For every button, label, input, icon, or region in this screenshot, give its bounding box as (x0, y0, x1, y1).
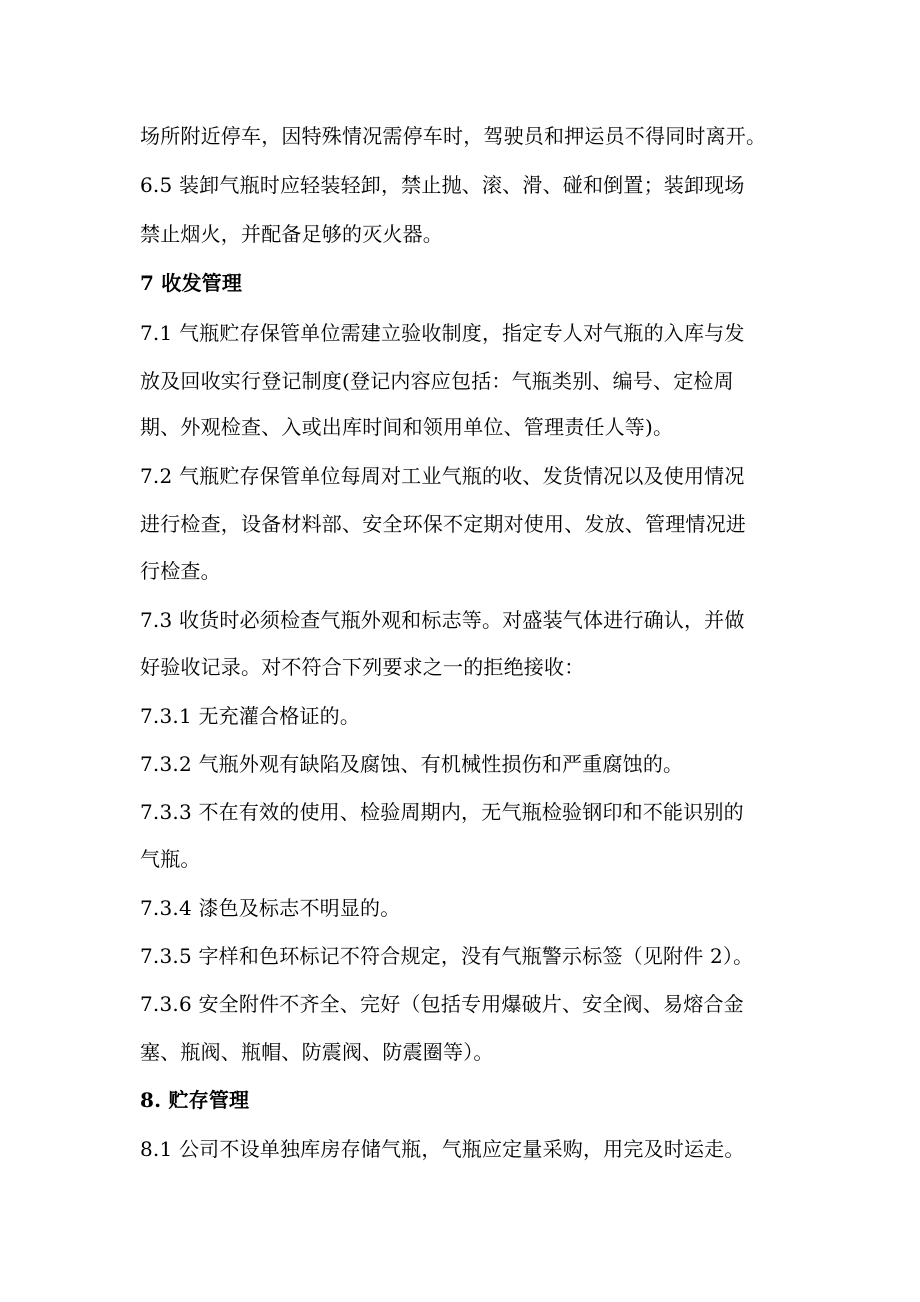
text-line: 放及回收实行登记制度(登记内容应包括：气瓶类别、编号、定检周 (140, 369, 734, 393)
text-line: 7.3.1 无充灌合格证的。 (140, 704, 361, 728)
text-line: 7.3.3 不在有效的使用、检验周期内，无气瓶检验钢印和不能识别的 (140, 800, 744, 824)
text-line: 禁止烟火，并配备足够的灭火器。 (140, 222, 443, 246)
text-line: 7.3 收货时必须检查气瓶外观和标志等。对盛装气体进行确认，并做 (140, 608, 745, 632)
text-line: 8.1 公司不设单独库房存储气瓶，气瓶应定量采购，用完及时运走。 (140, 1137, 745, 1161)
text-line: 行检查。 (140, 559, 221, 583)
section-heading: 7 收发管理 (140, 271, 243, 295)
text-line: 场所附近停车，因特殊情况需停车时，驾驶员和押运员不得同时离开。 (140, 124, 767, 148)
text-line: 进行检查，设备材料部、安全环保不定期对使用、发放、管理情况进 (140, 512, 746, 536)
text-line: 7.3.4 漆色及标志不明显的。 (140, 896, 401, 920)
text-line: 气瓶。 (140, 847, 201, 871)
text-line: 期、外观检查、入或出库时间和领用单位、管理责任人等)。 (140, 415, 674, 439)
text-line: 7.1 气瓶贮存保管单位需建立验收制度，指定专人对气瓶的入库与发 (140, 321, 745, 345)
text-line: 7.3.2 气瓶外观有缺陷及腐蚀、有机械性损伤和严重腐蚀的。 (140, 752, 684, 776)
text-line: 7.3.6 安全附件不齐全、完好（包括专用爆破片、安全阀、易熔合金 (140, 992, 744, 1016)
text-line: 7.2 气瓶贮存保管单位每周对工业气瓶的收、发货情况以及使用情况 (140, 464, 745, 488)
text-line: 7.3.5 字样和色环标记不符合规定，没有气瓶警示标签（见附件 2）。 (140, 944, 754, 968)
text-line: 6.5 装卸气瓶时应轻装轻卸，禁止抛、滚、滑、碰和倒置；装卸现场 (140, 173, 745, 197)
text-line: 塞、瓶阀、瓶帽、防震阀、防震圈等）。 (140, 1040, 494, 1064)
section-heading: 8. 贮存管理 (140, 1088, 250, 1112)
text-line: 好验收记录。对不符合下列要求之一的拒绝接收： (140, 655, 585, 679)
